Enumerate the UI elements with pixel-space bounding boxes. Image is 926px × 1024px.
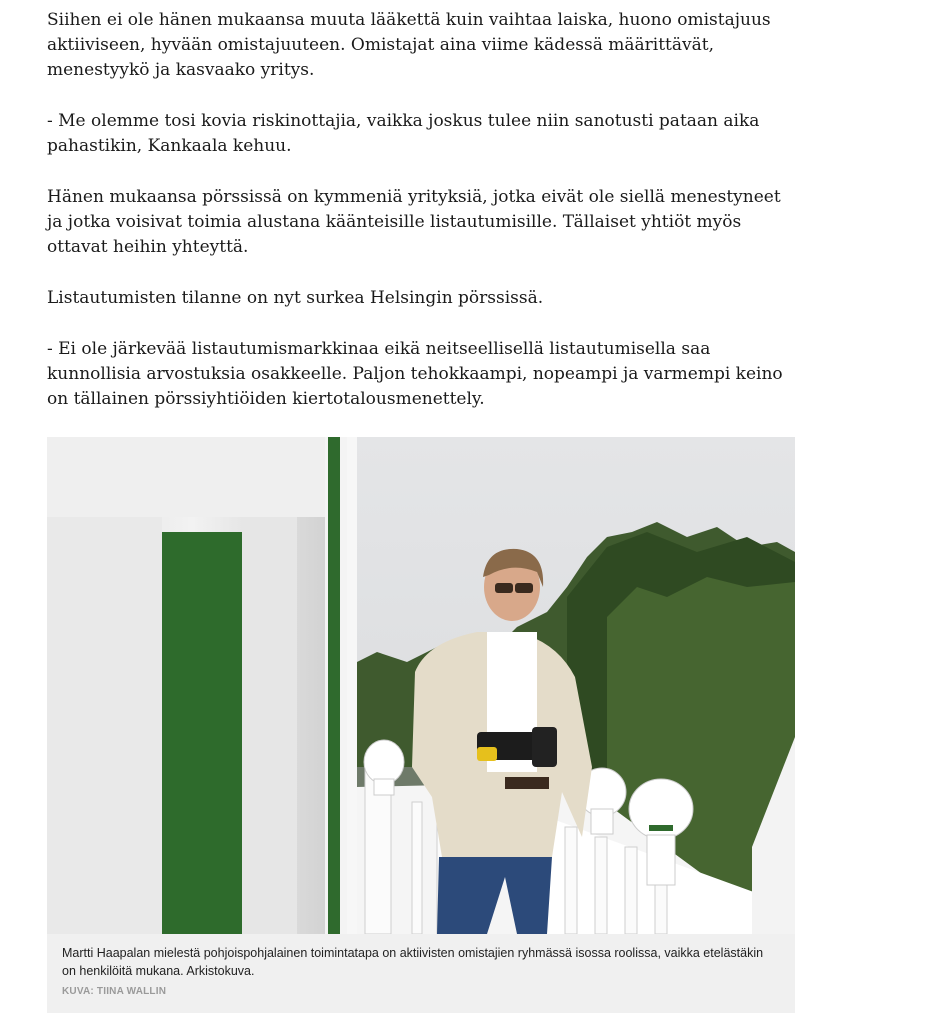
article-paragraph: - Ei ole järkevää listautumismarkkinaa eikä neitseellisellä listautumisella saa kunnollisia arvostuksia osakkeelle. Paljon tehokkaampi, nopeampi ja varmempi keino on tällainen pörssiyhtiöiden kiertotalousmenettely.: [47, 339, 783, 409]
caption-box: [47, 934, 795, 1013]
article-figure: [47, 437, 795, 1013]
article-paragraph: - Me olemme tosi kovia riskinottajia, vaikka joskus tulee niin sanotusti pataan aika pahastikin, Kankaala kehuu.: [47, 111, 760, 156]
article-photo[interactable]: [47, 437, 795, 934]
photo-caption: Martti Haapalan mielestä pohjoispohjalainen toimintatapa on aktiivisten omistajien ryhmässä isossa roolissa, vaikka etelästäkin on henkilöitä mukana. Arkistokuva.: [62, 946, 764, 978]
photo-credit: KUVA: TIINA WALLIN: [62, 986, 167, 997]
article-paragraph: Listautumisten tilanne on nyt surkea Helsingin pörssissä.: [47, 288, 544, 308]
article-body: [47, 0, 795, 438]
article-paragraph: Siihen ei ole hänen mukaansa muuta lääkettä kuin vaihtaa laiska, huono omistajuus aktiiviseen, hyvään omistajuuteen. Omistajat aina viime kädessä määrittävät, menestyykö ja kasvaako yritys.: [47, 10, 771, 80]
article-paragraph: Hänen mukaansa pörssissä on kymmeniä yrityksiä, jotka eivät ole siellä menestyneet ja jotka voisivat toimia alustana käänteisille listautumisille. Tällaiset yhtiöt myös ottavat heihin yhteyttä.: [47, 187, 781, 257]
